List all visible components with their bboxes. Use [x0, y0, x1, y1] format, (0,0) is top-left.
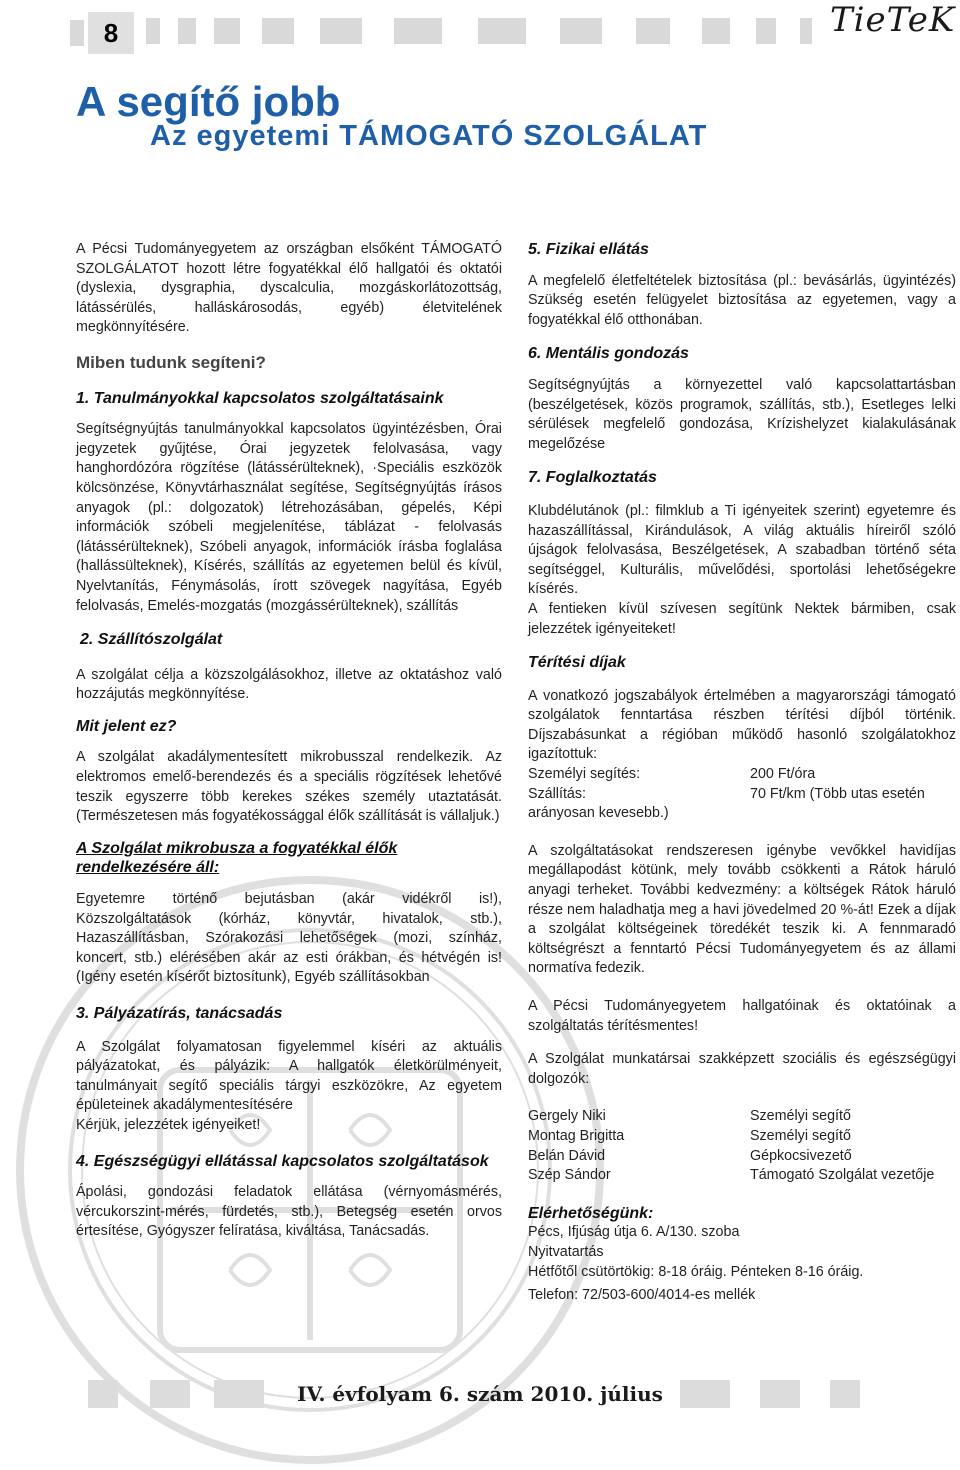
section-2-text: A szolgálat célja a közszolgálásokhoz, illetve az oktatáshoz való hozzájutás megkönnyítése.: [76, 666, 502, 703]
fee-label: Szállítás:: [528, 785, 587, 802]
fees-title: Térítési díjak: [528, 654, 626, 672]
section-7-text: Klubdélutánok (pl.: filmklub a Ti igényeitek szerint) egyetemre és hazaszállítással, Kirándulások, A világ aktuális híreiről szóló újságok felolvasása, Beszélgetések, A szabadban történő séta segítséggel, Kulturális, művelődési, sportolási lehetőségekre kísérés.: [528, 502, 956, 598]
staff-role: Támogató Szolgálat vezetője: [750, 1167, 935, 1184]
section-7-text-2: A fentieken kívül szívesen segítünk Nektek bármiben, csak jelezzétek igényeiteket!: [528, 600, 956, 637]
section-2-question: Mit jelent ez?: [76, 717, 177, 735]
header-deco: [800, 18, 812, 44]
section-1-text: Segítségnyújtás tanulmányokkal kapcsolatos ügyintézésben, Órai jegyzetek gyűjtése, Órai jegyzetek felolvasása, vagy hanghordózóra rögzítése (látássérülteknek), ·Speciális eszközök kölcsönzése, Könyvtárhasználat segítése, Segítségnyújtás írásos anyagok (pl.: dolgozatok) létrehozásában, gépelés, Képi információk szóbeli megjelenítése, táblázat - felolvasás (látássérülteknek), Szóbeli anyagok, információk írásba foglalása (hallássülteknek), Kísérés, szállítás az egyetemen belül és kívül, Nyelvtanítás, Fénymásolás, írott szövegek nagyítása, Egyéb felolvasás, Emelés-mozgatás (mozgássérülteknek), szállítás: [76, 421, 502, 614]
staff-name: Szép Sándor: [528, 1167, 611, 1184]
staff-role: Személyi segítő: [750, 1127, 851, 1144]
header-deco: [146, 18, 160, 44]
header-deco: [636, 18, 670, 44]
staff-row: [528, 1147, 956, 1167]
header-deco: [178, 18, 196, 44]
section-5-title: 5. Fizikai ellátás: [528, 241, 649, 258]
section-4-title: 4. Egészségügyi ellátással kapcsolatos szolgáltatások: [76, 1152, 489, 1170]
fees-text-2: A szolgáltatásokat rendszeresen igénybe vevőkkel havidíjas megállapodást kötünk, mely tovább csökkenti a Rátok háruló anyagi terheket. További kedvezmény: a költségek Rátok háruló része nem haladhatja meg a havi jövedelmed 20 %-át! Ezek a díjak a szolgálat költségeinek töredékét teszik ki. A fennmaradó költségrészt a fenntartó Pécsi Tudományegyetem és az állami normatíva fedezik.: [528, 842, 956, 977]
header-deco: [756, 18, 776, 44]
staff-name: Gergely Niki: [528, 1108, 606, 1125]
fees-text-3: A Pécsi Tudományegyetem hallgatóinak és oktatóinak a szolgáltatás térítésmentes!: [528, 998, 956, 1034]
section-5-text: A megfelelő életfeltételek biztosítása (pl.: bevásárlás, ügyintézés) Szükség esetén felügyelet biztosítása az egyetemen, vagy a fogyatékkal élő otthonában.: [528, 272, 956, 328]
section-6-title: 6. Mentális gondozás: [528, 345, 689, 363]
contact-hours: Hétfőtől csütörtökig: 8-18 óráig. Pénteken 8-16 óráig.: [528, 1263, 864, 1280]
contact-phone: Telefon: 72/503-600/4014-es mellék: [528, 1287, 756, 1304]
section-2-emphasis: A Szolgálat mikrobusza a fogyatékkal élők rendelkezésére áll:: [76, 839, 398, 877]
staff-role: Gépkocsivezető: [750, 1147, 852, 1164]
fees-text: A vonatkozó jogszabályok értelmében a magyarországi támogató szolgálatok fenntartása részben térítési díjból történik. Díjszabásunkat a régióban működő hasonló szolgálatokhoz igazítottuk:: [528, 687, 956, 763]
page-subtitle: Az egyetemi TÁMOGATÓ SZOLGÁLAT: [150, 120, 708, 152]
section-4-text: Ápolási, gondozási feladatok ellátása (vérnyomásmérés, vércukorszint-mérés, fürdetés, stb.), Betegség esetén orvos értesítése, Gyógyszer felíratása, kiváltása, Tanácsadás.: [76, 1184, 502, 1240]
right-column: [528, 240, 956, 1306]
section-2-list: Egyetemre történő bejutásban (akár vidékről is!), Közszolgáltatások (kórház, könyvtár, hivatalok, stb.), Hazaszállításban, Szórakozási lehetőségek (mozi, színház, koncert, stb.) elérésében akár az esti órákban, és hétvégén is! (Igény esetén kísérőt biztosítunk), Egyéb szállításokban: [76, 891, 502, 986]
staff-row: [528, 1107, 956, 1127]
staff-list: [528, 1107, 956, 1185]
section-3-title: 3. Pályázatírás, tanácsadás: [76, 1005, 283, 1022]
left-column: [76, 240, 502, 1242]
header-deco: [70, 20, 84, 46]
staff-row: [528, 1166, 956, 1186]
page-number: 8: [88, 12, 134, 54]
section-7-title: 7. Foglalkoztatás: [528, 469, 657, 487]
header-deco: [214, 18, 240, 44]
header-deco: [702, 18, 730, 44]
header-deco: [560, 18, 602, 44]
question-heading: Miben tudunk segíteni?: [76, 352, 266, 372]
staff-name: Montag Brigitta: [528, 1127, 625, 1144]
staff-name: Belán Dávid: [528, 1147, 606, 1164]
section-2-description: A szolgálat akadálymentesített mikrobusszal rendelkezik. Az elektromos emelő-berendezés és a speciális rögzítések lehetővé teszik egyszerre több kerekes székes személy utaztatását. (Természetesen más fogyatékossággal élők szállítását is vállaljuk.): [76, 749, 502, 825]
header-deco: [478, 18, 526, 44]
section-1-title: 1. Tanulmányokkal kapcsolatos szolgáltatásaink: [76, 389, 444, 407]
fee-value: 70 Ft/km (Több utas esetén: [750, 785, 925, 802]
fee-label: Személyi segítés:: [528, 766, 641, 783]
staff-row: [528, 1127, 956, 1147]
magazine-logo: TieTeK: [830, 0, 956, 40]
fee-value: 200 Ft/óra: [750, 766, 816, 783]
section-2-title: 2. Szállítószolgálat: [80, 631, 223, 649]
staff-role: Személyi segítő: [750, 1108, 851, 1125]
section-6-text: Segítségnyújtás a környezettel való kapcsolattartásban (beszélgetések, közös programok, szállítás, stb.), Esetleges lelki sérülések megfelelő gondozása, Krízishelyzet kialakulásának megelőzése: [528, 376, 956, 452]
header-deco: [320, 18, 362, 44]
fee-continuation: arányosan kevesebb.): [528, 805, 669, 822]
contact-hours-label: Nyitvatartás: [528, 1243, 604, 1260]
section-3-text: A Szolgálat folyamatosan figyelemmel kíséri az aktuális pályázatokat, és pályázik: A hallgatók életkörülményeit, tanulmányait segítő speciális tárgyi eszközökre, Az egyetem épületeinek akadálymentesítésére: [76, 1038, 502, 1114]
page-title: A segítő jobb: [76, 78, 341, 125]
issue-footer: IV. évfolyam 6. szám 2010. július: [297, 1382, 663, 1406]
header-deco: [262, 18, 294, 44]
header-deco: [394, 18, 442, 44]
intro-text: A Pécsi Tudományegyetem az országban elsőként TÁMOGATÓ SZOLGÁLATOT hozott létre fogyatékkal élő hallgatói és oktatói (dyslexia, dysgraphia, dyscalculia, mozgáskorlátozottság, látássérülés, halláskárosodás, egyéb) életvitelének megkönnyítésére.: [76, 241, 502, 336]
fee-row-personal: [528, 765, 956, 785]
section-3-request: Kérjük, jelezzétek igényeiket!: [76, 1116, 261, 1133]
staff-intro: A Szolgálat munkatársai szakképzett szociális és egészségügyi dolgozók:: [528, 1051, 956, 1087]
contact-title: Elérhetőségünk:: [528, 1204, 654, 1222]
contact-address: Pécs, Ifjúság útja 6. A/130. szoba: [528, 1224, 740, 1241]
fee-row-transport: [528, 785, 956, 805]
